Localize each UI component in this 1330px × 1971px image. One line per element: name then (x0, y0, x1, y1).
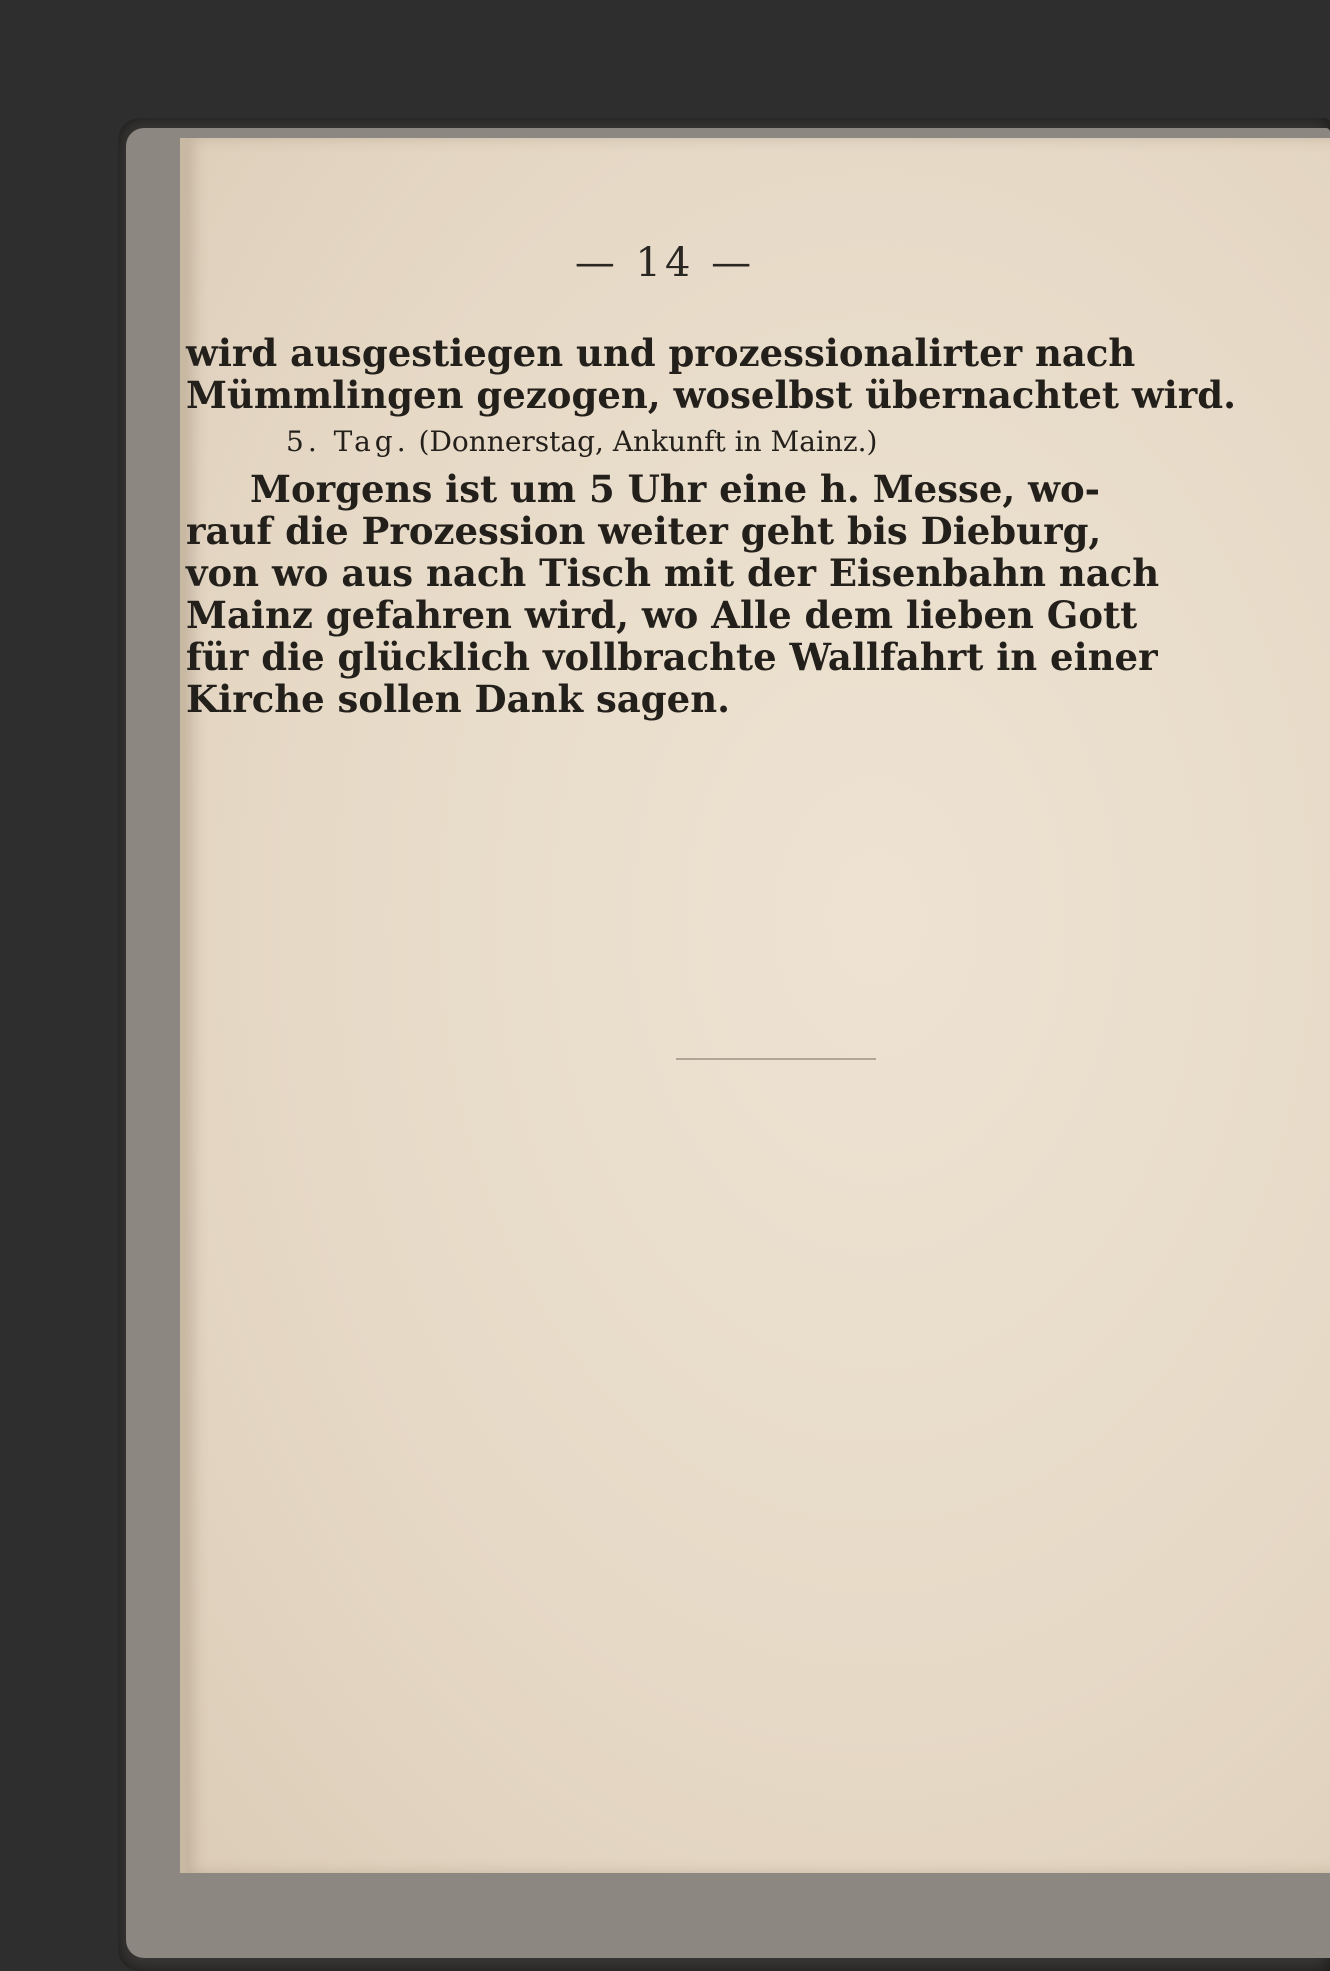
show-through-rule (676, 1058, 876, 1060)
text-line: von wo aus nach Tisch mit der Eisenbahn nach (186, 551, 1160, 595)
text-line: wird ausgestiegen und prozessionalirter nach (186, 331, 1136, 375)
text-line: rauf die Prozession weiter geht bis Dieburg, (186, 509, 1102, 553)
text-line: Kirche sollen Dank sagen. (186, 677, 730, 721)
text-line: für die glücklich vollbrachte Wallfahrt in einer (186, 635, 1158, 679)
text-line: Morgens ist um 5 Uhr eine h. Messe, wo- (250, 467, 1101, 511)
day-note: (Donnerstag, Ankunft in Mainz.) (418, 425, 878, 458)
page-number: — 14 — (574, 240, 756, 286)
section-heading (186, 422, 1016, 462)
text-line: Mümmlingen gezogen, woselbst übernachtet wird. (186, 373, 1237, 417)
day-label: 5. Tag. (286, 425, 410, 458)
page-text (186, 331, 1237, 721)
text-line: Mainz gefahren wird, wo Alle dem lieben Gott (186, 593, 1138, 637)
